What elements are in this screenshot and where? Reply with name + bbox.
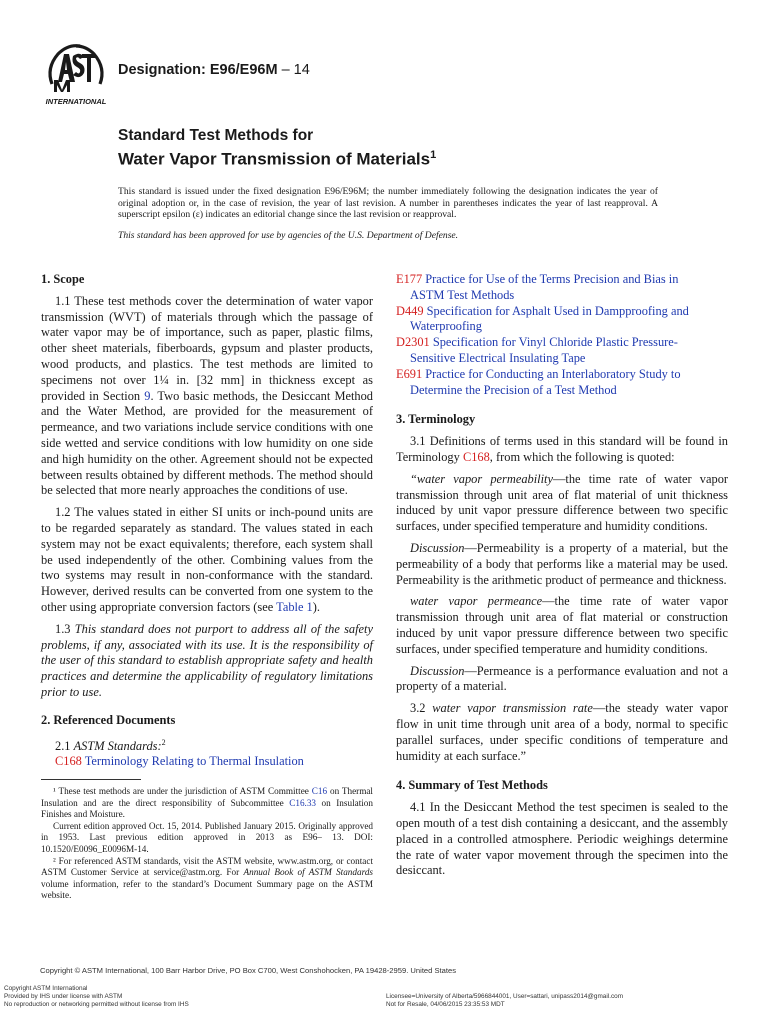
c168-title-link[interactable]: Terminology Relating to Thermal Insulation — [81, 754, 304, 769]
e177-title-link[interactable]: Practice for Use of the Terms Precision and Bias in — [422, 272, 679, 286]
section-heading-referenced: 2. Referenced Documents — [41, 712, 176, 727]
footnote-1: ¹ These test methods are under the jurisdiction of ASTM Committee C16 on Thermal Insulation and are the direct responsibility of Subcommittee C16.33 on Insulation Finishes and Moisture. — [41, 786, 373, 820]
footnote-divider — [41, 779, 141, 780]
e177-code-link[interactable]: E177 — [396, 272, 423, 286]
c168-code-link[interactable]: C168 — [55, 754, 82, 769]
reference-d449: D449 Specification for Asphalt Used in Dampproofing and Waterproofing — [396, 303, 689, 334]
paragraph-4-1: 4.1 In the Desiccant Method the test specimen is sealed to the open mouth of a test dish containing a desiccant, and the assembly placed in a controlled atmosphere. Periodic weighings determine the rate of water vapor movement through the specimen into the desiccant. — [396, 800, 728, 878]
reference-c168 — [41, 754, 373, 770]
e691-title-link[interactable]: Practice for Conducting an Interlaboratory Study to — [422, 366, 681, 381]
footnote-2: ² For referenced ASTM standards, visit the ASTM website, www.astm.org, or contact ASTM Customer Service at service@astm.org. For Annual Book of ASTM Standards volume information, refer to the standard’s Document Summary page on the ASTM website. — [41, 855, 373, 901]
designation: Designation: E96/E96M – 14 — [118, 62, 310, 78]
d2301-code-link[interactable]: D2301 — [396, 335, 430, 350]
document-title — [118, 127, 436, 170]
reference-d2301: D2301 Specification for Vinyl Chloride Plastic Pressure- Sensitive Electrical Insulating Tape — [396, 335, 678, 365]
license-notice-left: Copyright ASTM International Provided by IHS under license with ASTM No reproduction or networking permitted without license from IHS — [4, 985, 189, 1008]
paragraph-1-2: 1.2 The values stated in either SI units or inch-pound units are to be regarded separately as standard. The values stated in each system may not be exact equivalents; therefore, each system shall be used independently of the other. Combining values from the two systems may result in non-conformance with the standard. However, derived results can be converted from one system to the other using appropriate conversion factors (see Table 1). — [41, 505, 373, 614]
paragraph-3-1: 3.1 Definitions of terms used in this standard will be found in Terminology C168, from which the following is quoted: — [396, 434, 728, 464]
reference-e691: E691 Practice for Conducting an Interlaboratory Study to Determine the Precision of a Test Method — [396, 366, 681, 397]
e691-code-link[interactable]: E691 — [396, 366, 423, 381]
title-line-1: Standard Test Methods for — [118, 127, 314, 144]
c16-33-link[interactable]: C16.33 — [289, 797, 317, 808]
paragraph-1-1: 1.1 These test methods cover the determination of water vapor transmission (WVT) of materials through which the passage of water vapor may be of importance, such as paper, plastic films, other sheet materials, fiberboards, gypsum and plaster products, wood products, and plastics. The test methods are limited to specimens not over 1¼ in. [32 mm] in thickness except as provided in Section 9. Two basic methods, the Desiccant Method and the Water Method, are provided for the measurement of permeance, and two variations include service conditions with one side wetted and service conditions with low humidity on one side and high humidity on the other. Agreement should not be expected between results obtained by different methods. The method should be selected that more nearly approaches the conditions of use. — [41, 293, 373, 498]
logo-wordmark: INTERNATIONAL — [45, 97, 107, 106]
section-heading-terminology: 3. Terminology — [396, 412, 476, 427]
d449-code-link[interactable]: D449 — [396, 303, 424, 318]
c168-terminology-link[interactable]: C168 — [462, 449, 490, 464]
reference-e177: E177 Practice for Use of the Terms Precision and Bias in ASTM Test Methods — [396, 272, 679, 302]
license-notice-right: Licensee=University of Alberta/5966844001, User=sattari, unipass2014@gmail.com Not for Resale, 04/06/2015 23:35:53 MDT — [386, 993, 624, 1008]
footnote-edition: Current edition approved Oct. 15, 2014. Published January 2015. Originally approved in 1953. Last previous edition approved in 2013 as E96– 13. DOI: 10.1520/E0096_E0096M-14. — [41, 820, 373, 854]
section-heading-scope: 1. Scope — [41, 272, 85, 286]
c16-link[interactable]: C16 — [311, 786, 328, 796]
left-column — [41, 272, 373, 770]
discussion-permeance: Discussion—Permeance is a performance evaluation and not a property of a material. — [396, 663, 728, 694]
section-9-link[interactable]: 9 — [144, 388, 151, 403]
astm-logo — [40, 40, 112, 108]
discussion-permeability: Discussion—Permeability is a property of a material, but the permeability of a body that performs like a material may be used. Permeability is the arithmetic product of permeance and thickness. — [396, 540, 728, 587]
d2301-title-link[interactable]: Specification for Vinyl Chloride Plastic Pressure- — [429, 335, 678, 350]
definition-permeance: water vapor permeance—the time rate of water vapor transmission through unit area of flat material or construction induced by unit vapor pressure difference between two specific surfaces, under specified temperature and humidity conditions. — [396, 594, 728, 656]
paragraph-2-1: 2.1 ASTM Standards:$^2$ — [55, 737, 166, 753]
issuance-note: This standard is issued under the fixed designation E96/E96M; the number immediately following the designation indicates the year of original adoption or, in the case of revision, the year of last revision. A number in parentheses indicates the year of last reapproval. A superscript epsilon (ε) indicates an editorial change since the last revision or reapproval. — [118, 186, 658, 220]
paragraph-1-3: 1.3 This standard does not purport to address all of the safety problems, if any, associated with its use. It is the responsibility of the user of this standard to establish appropriate safety and health practices and determine the applicability of regulatory limitations prior to use. — [41, 621, 373, 699]
right-column — [396, 272, 728, 879]
definition-permeability: “water vapor permeability—the time rate of water vapor transmission through unit area of flat material of unit thickness induced by unit vapor pressure difference between two specific surfaces, under specified temperature and humidity conditions. — [396, 471, 729, 534]
dod-approval-note: This standard has been approved for use by agencies of the U.S. Department of Defense. — [118, 230, 459, 241]
title-line-2: Water Vapor Transmission of Materials$^1$ — [118, 149, 437, 169]
section-heading-summary: 4. Summary of Test Methods — [396, 778, 548, 793]
paragraph-3-2: 3.2 water vapor transmission rate—the steady water vapor flow in unit time through unit area of a body, normal to specific parallel surfaces, under specific conditions of temperature and humidity at each surface.” — [396, 701, 729, 763]
copyright-line: Copyright © ASTM International, 100 Barr Harbor Drive, PO Box C700, West Conshohocken, PA 19428-2959. United States — [40, 966, 457, 975]
footnotes — [41, 786, 373, 902]
d449-title-link[interactable]: Specification for Asphalt Used in Dampproofing and — [423, 303, 689, 318]
table-1-link[interactable]: Table 1 — [276, 599, 313, 614]
